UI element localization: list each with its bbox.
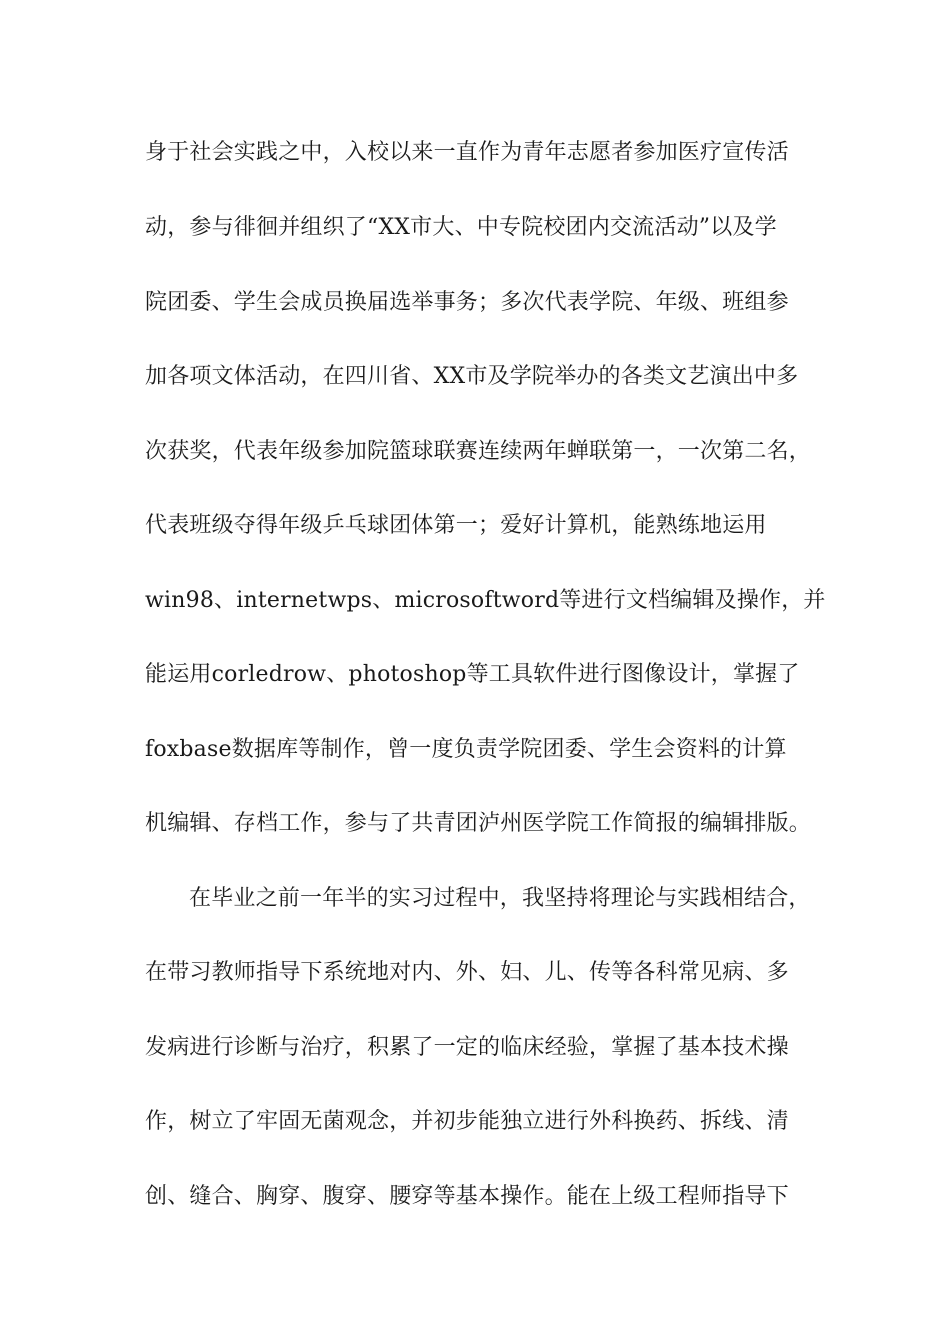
body-text-line: 机编辑、存档工作，参与了共青团泸州医学院工作简报的编辑排版。 bbox=[145, 811, 812, 836]
body-text-line: 身于社会实践之中，入校以来一直作为青年志愿者参加医疗宣传活 bbox=[145, 140, 789, 165]
body-text-line: win98、internetwps、microsoftword等进行文档编辑及操作，并 bbox=[145, 588, 826, 613]
body-text-line: 次获奖，代表年级参加院篮球联赛连续两年蝉联第一，一次第二名， bbox=[145, 439, 812, 464]
body-text-line: foxbase数据库等制作，曾一度负责学院团委、学生会资料的计算 bbox=[145, 737, 787, 762]
body-text-line: 代表班级夺得年级乒乓球团体第一；爱好计算机，能熟练地运用 bbox=[145, 513, 767, 538]
body-text-line: 能运用corledrow、photoshop等工具软件进行图像设计，掌握了 bbox=[145, 662, 800, 687]
paragraph-first-line: 在毕业之前一年半的实习过程中，我坚持将理论与实践相结合， bbox=[189, 886, 811, 911]
body-text-line: 发病进行诊断与治疗，积累了一定的临床经验，掌握了基本技术操 bbox=[145, 1035, 789, 1060]
body-text-line: 加各项文体活动，在四川省、XX市及学院举办的各类文艺演出中多 bbox=[145, 364, 799, 389]
body-text-line: 创、缝合、胸穿、腹穿、腰穿等基本操作。能在上级工程师指导下 bbox=[145, 1184, 789, 1209]
body-text-line: 作，树立了牢固无菌观念，并初步能独立进行外科换药、拆线、清 bbox=[145, 1109, 789, 1134]
body-text-line: 院团委、学生会成员换届选举事务；多次代表学院、年级、班组参 bbox=[145, 290, 789, 315]
body-text-line: 动，参与徘徊并组织了“XX市大、中专院校团内交流活动”以及学 bbox=[145, 215, 777, 240]
body-text-line: 在带习教师指导下系统地对内、外、妇、儿、传等各科常见病、多 bbox=[145, 960, 789, 985]
